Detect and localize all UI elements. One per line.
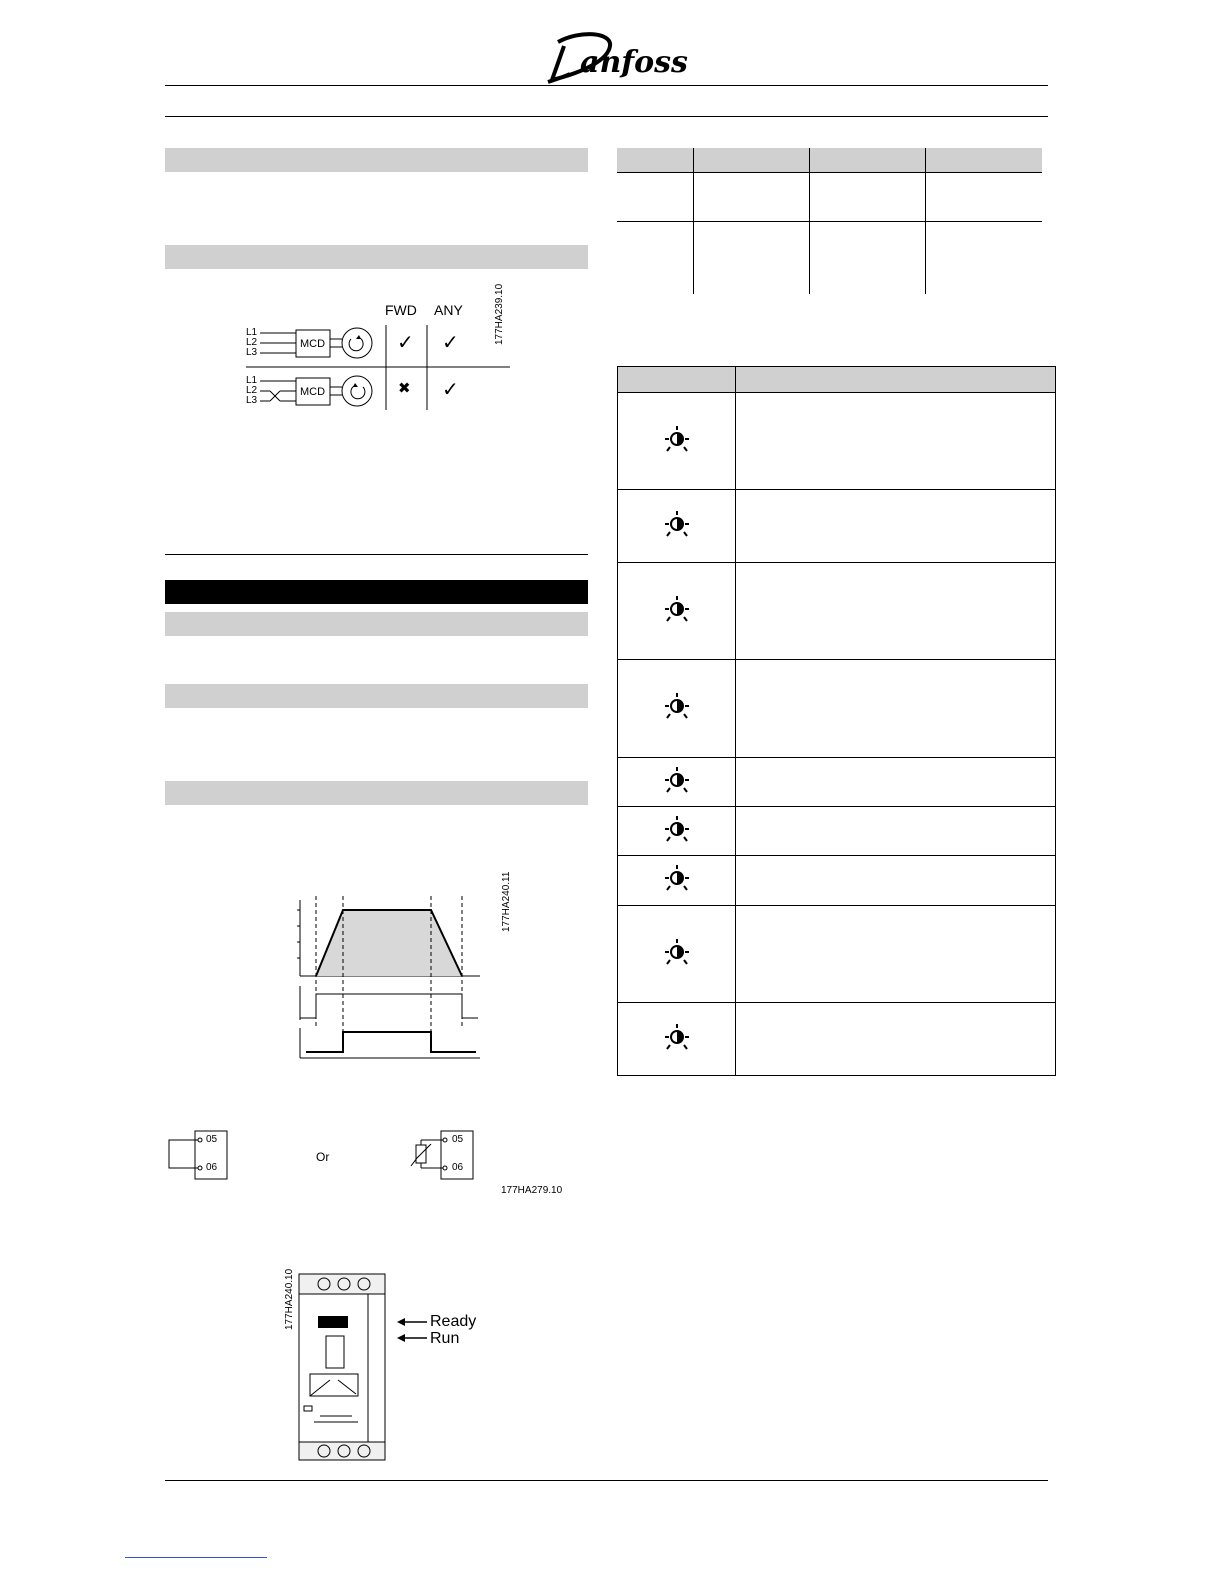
row2-fwd-cross-icon: ✖	[398, 380, 411, 397]
row1-fwd-check-icon: ✓	[397, 332, 414, 354]
led-row-desc	[736, 758, 1056, 807]
row2-line-l3: L3	[246, 395, 258, 406]
led-blink-icon	[663, 692, 691, 725]
led-table-head-1	[618, 367, 736, 393]
led-blink-icon	[663, 595, 691, 628]
led-row-desc	[736, 660, 1056, 758]
terminal-06-left: 06	[206, 1162, 218, 1173]
led-row-3	[618, 563, 736, 660]
fwd-column-label: FWD	[385, 302, 417, 318]
arrow-left-icon	[395, 1316, 429, 1346]
row1-any-check-icon: ✓	[442, 332, 459, 354]
any-column-label: ANY	[434, 302, 463, 318]
led-row-desc	[736, 563, 1056, 660]
spec-table-cell	[810, 173, 926, 222]
chapter-bar	[165, 580, 588, 604]
led-row-desc	[736, 1003, 1056, 1076]
led-row-5	[618, 758, 736, 807]
led-row-2	[618, 490, 736, 563]
led-blink-icon	[663, 864, 691, 897]
unit-figure-code: 177HA240.10	[284, 1268, 295, 1330]
section-bar-5	[165, 781, 588, 805]
led-row-desc	[736, 807, 1056, 856]
terminal-05-left: 05	[206, 1134, 218, 1145]
ramp-figure-code: 177HA240.11	[501, 871, 512, 932]
spec-table-cell	[694, 222, 810, 295]
spec-table-cell	[617, 173, 694, 222]
section-bar-4	[165, 684, 588, 708]
spec-table	[617, 148, 1042, 294]
led-status-table	[617, 366, 1056, 1076]
led-row-8	[618, 906, 736, 1003]
or-label: Or	[316, 1150, 330, 1164]
starter-unit-drawing	[296, 1270, 396, 1465]
row1-line-l2: L2	[246, 337, 258, 348]
led-row-desc	[736, 490, 1056, 563]
section-bar-2	[165, 245, 588, 269]
row1-line-l3: L3	[246, 347, 258, 358]
led-blink-icon	[663, 766, 691, 799]
spec-table-head-2	[694, 148, 810, 173]
header-rule-bottom	[165, 116, 1048, 117]
phase-figure-code: 177HA239.10	[494, 283, 505, 345]
led-row-desc	[736, 906, 1056, 1003]
led-row-6	[618, 807, 736, 856]
mcd-box-label-1: MCD	[300, 338, 326, 350]
spec-table-head-1	[617, 148, 694, 173]
terminal-06-right: 06	[452, 1162, 464, 1173]
led-row-9	[618, 1003, 736, 1076]
spec-table-cell	[926, 173, 1043, 222]
led-blink-icon	[663, 1023, 691, 1056]
section-bar-3	[165, 612, 588, 636]
svg-text:anfoss: anfoss	[580, 45, 688, 80]
terminal-05-right: 05	[452, 1134, 464, 1145]
spec-table-cell	[694, 173, 810, 222]
section-rule	[165, 554, 588, 555]
led-table-head-2	[736, 367, 1056, 393]
row2-any-check-icon: ✓	[442, 379, 459, 401]
spec-table-head-3	[810, 148, 926, 173]
led-row-1	[618, 393, 736, 490]
terminal-figure-code: 177HA279.10	[501, 1185, 563, 1196]
footer-link-underline[interactable]	[125, 1557, 267, 1558]
run-label: Run	[430, 1330, 460, 1347]
row2-line-l2: L2	[246, 385, 258, 396]
spec-table-head-4	[926, 148, 1043, 173]
spec-table-cell	[810, 222, 926, 295]
ready-label: Ready	[430, 1313, 477, 1330]
row1-line-l1: L1	[246, 327, 258, 338]
led-row-4	[618, 660, 736, 758]
spec-table-cell	[617, 222, 694, 295]
led-blink-icon	[663, 510, 691, 543]
led-blink-icon	[663, 425, 691, 458]
footer-rule	[165, 1480, 1048, 1481]
led-row-desc	[736, 856, 1056, 906]
row2-line-l1: L1	[246, 375, 258, 386]
danfoss-logo	[540, 28, 688, 90]
header-rule-top	[165, 85, 1048, 86]
section-bar-1	[165, 148, 588, 172]
mcd-box-label-2: MCD	[300, 386, 326, 398]
ramp-diagram	[290, 890, 490, 1065]
led-blink-icon	[663, 815, 691, 848]
led-row-desc	[736, 393, 1056, 490]
led-row-7	[618, 856, 736, 906]
spec-table-cell	[926, 222, 1043, 295]
led-blink-icon	[663, 938, 691, 971]
